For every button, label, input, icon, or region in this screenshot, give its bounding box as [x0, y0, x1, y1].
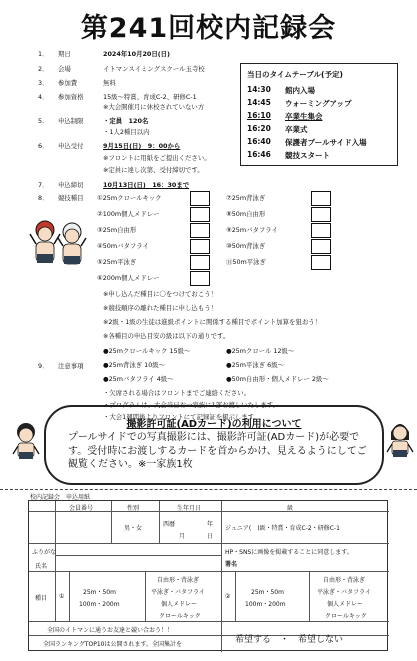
item-label: 申込制限	[58, 117, 84, 125]
gender-options[interactable]: 男・女	[124, 525, 143, 532]
timetable-time: 14:45	[247, 98, 271, 107]
item-value-date: 2024年10月20日(日)	[103, 50, 170, 58]
notice-title: 撮影許可証(ADカード)の利用について	[126, 419, 302, 430]
boy-illustration	[10, 420, 42, 466]
item-value-venue: イトマンスイミングスクール玉寺校	[103, 65, 205, 73]
day-label: 日	[207, 533, 214, 540]
birth-era-label: 西暦	[163, 521, 176, 528]
name-label: 氏名	[35, 563, 48, 570]
caution-item: ・プログラムは、大会当日お一家族に1部お渡しいたします。	[103, 401, 280, 409]
timetable-event: 館内入場	[285, 86, 315, 95]
item-label: 参加費	[58, 79, 78, 87]
event-label: 種目	[35, 595, 48, 602]
ad-card-notice	[44, 405, 384, 485]
event-note: ※競技順序の離れた種目に申し込もう！	[103, 304, 217, 312]
stroke-option[interactable]: 個人メドレー	[327, 601, 364, 608]
item-label: 申込締切	[58, 181, 84, 189]
event-item: ③25m自由形	[97, 226, 137, 234]
application-form	[28, 500, 388, 651]
hp-consent: HP・SNSに画像を掲載することに同意します。	[225, 549, 353, 556]
timetable-event: 卒業式	[285, 125, 308, 134]
event-checkbox[interactable]	[311, 223, 331, 238]
furigana-field[interactable]	[57, 545, 219, 554]
stroke-option[interactable]: 自由形・背泳ぎ	[323, 577, 366, 584]
event-checkbox[interactable]	[311, 255, 331, 270]
stroke-option[interactable]: 自由形・背泳ぎ	[157, 577, 200, 584]
gender-label: 性別	[127, 505, 140, 512]
item-label: 競技種目	[58, 194, 84, 202]
item-label: 会場	[58, 65, 71, 73]
timetable-time: 16:10	[247, 111, 271, 120]
event-item: ⑦25m背泳ぎ	[226, 194, 266, 202]
item-num: 5．	[38, 117, 49, 125]
cut-line	[0, 489, 417, 490]
event-item: ⑪50m平泳ぎ	[226, 258, 266, 266]
event-checkbox[interactable]	[190, 239, 210, 254]
guide-item: ●25m背泳ぎ 10級～	[103, 361, 166, 369]
swimmer-kids-illustration	[28, 216, 90, 274]
timetable-time: 16:40	[247, 137, 271, 146]
page-title: 第241回校内記録会	[80, 13, 337, 44]
timetable-time: 16:46	[247, 150, 271, 159]
event-item: ①25mクロールキック	[97, 194, 162, 202]
item-num: 4．	[38, 93, 49, 101]
member-no-label: 会員番号	[69, 505, 94, 512]
event-item: ②100m個人メドレー	[97, 210, 160, 218]
timetable-event: 卒業生集会	[285, 112, 323, 121]
event-checkbox[interactable]	[311, 207, 331, 222]
level-options[interactable]: ジュニア( )級・特賞・育成C-2・研修C-1	[225, 525, 340, 532]
event-note: ※2級・1級の生徒は進級ポイントに関係する種目でポイント加算を狙おう！	[103, 318, 321, 326]
event-checkbox[interactable]	[190, 223, 210, 238]
signature-label: 署名	[225, 561, 238, 568]
year-label: 年	[207, 521, 214, 528]
timetable-time: 14:30	[247, 85, 271, 94]
distance-option[interactable]: 25m・50m	[251, 589, 284, 596]
footer-note: 全国のイトマンに通うお友達と競い合おう！！	[47, 627, 174, 634]
distance-option[interactable]: 25m・50m	[83, 589, 116, 596]
item-num: 8．	[38, 194, 49, 202]
event-item: ⑧50m自由形	[226, 210, 266, 218]
stroke-option[interactable]: 個人メドレー	[161, 601, 198, 608]
item-label: 参加資格	[58, 93, 84, 101]
item-value-limit: ・定員 120名	[103, 117, 149, 125]
stroke-option[interactable]: クロールキック	[325, 613, 367, 620]
guide-item: ●25m平泳ぎ 6級～	[226, 361, 284, 369]
timetable	[240, 63, 398, 166]
event-item: ⑥200m個人メドレー	[97, 274, 160, 282]
item-value-reception: 9月15日(日) 9：00から	[103, 142, 181, 150]
reception-note: ※フロントに用紙をご提出ください。	[103, 154, 211, 162]
stroke-option[interactable]: 平泳ぎ・バタフライ	[317, 589, 371, 596]
girl-illustration	[384, 418, 416, 466]
event-checkbox[interactable]	[190, 191, 210, 206]
guide-item: ●50m自由形・個人メドレー 2級～	[226, 375, 329, 383]
notice-body: プールサイドでの写真撮影には、撮影許可証(ADカード)が必要です。受付時にお渡しするカードを首からかけ、見えるようにしてご観覧ください。※一家族1枚	[68, 432, 367, 470]
event-checkbox[interactable]	[190, 207, 210, 222]
item-value-fee: 無料	[103, 79, 116, 87]
month-label: 月	[179, 533, 186, 540]
item-label: 期日	[58, 50, 71, 58]
timetable-event: ウォーミングアップ	[285, 99, 352, 108]
limit-note: ・1人2種目以内	[103, 128, 150, 136]
item-num: 7．	[38, 181, 49, 189]
event-item: ⑨25mバタフライ	[226, 226, 278, 234]
item-num: 1．	[38, 50, 49, 58]
item-label: 申込受付	[58, 142, 84, 150]
level-label: 級	[287, 505, 294, 512]
event-note: ※申し込んだ種目に〇をつけておこう！	[103, 290, 217, 298]
qualification-note: ※大会開催月に休校されていない方	[103, 103, 205, 111]
distance-option[interactable]: 100m・200m	[79, 601, 120, 608]
event-checkbox[interactable]	[311, 239, 331, 254]
item-num: 3．	[38, 79, 49, 87]
guide-item: ●25mバタフライ 4級～	[103, 375, 174, 383]
name-field[interactable]	[57, 557, 219, 569]
caution-item: ・大会1週間後よりフロントにて記録証を掲示します。	[103, 413, 260, 421]
guide-item: ●25mクロール 12級～	[226, 347, 295, 355]
event-checkbox[interactable]	[190, 255, 210, 270]
event-checkbox[interactable]	[190, 271, 210, 286]
item-value-deadline: 10月13日(日) 16：30まで	[103, 181, 190, 189]
stroke-option[interactable]: クロールキック	[159, 613, 201, 620]
item-value-qualification: 15級～特賞、育成C-2、研修C-1	[103, 93, 197, 101]
form-heading: 校内記録会 申込用紙	[30, 494, 91, 501]
choice-1-label: ①	[59, 593, 65, 600]
item-label: 注意事項	[58, 362, 84, 370]
item-num: 6．	[38, 142, 49, 150]
timetable-time: 16:20	[247, 124, 271, 133]
event-item: ④50mバタフライ	[97, 242, 149, 250]
event-item: ⑤25m平泳ぎ	[97, 258, 137, 266]
timetable-event: 競技スタート	[285, 151, 330, 160]
reception-note: ※定員に達し次第、受付締切です。	[103, 166, 204, 174]
footer-note: 全国ランキングTOP10は公開されます。全国集計を	[43, 641, 182, 648]
furigana-label: ふりがな	[32, 549, 57, 556]
event-checkbox[interactable]	[311, 191, 331, 206]
guide-item: ●25mクロールキック 15級～	[103, 347, 191, 355]
timetable-event: 保護者プールサイド入場	[285, 138, 367, 147]
member-no-field[interactable]	[57, 513, 109, 541]
birth-label: 生年月日	[177, 505, 202, 512]
ranking-consent-options[interactable]: 希望する ・ 希望しない	[235, 635, 344, 645]
distance-option[interactable]: 100m・200m	[245, 601, 286, 608]
item-num: 2．	[38, 65, 49, 73]
item-num: 9．	[38, 362, 49, 370]
stroke-option[interactable]: 平泳ぎ・バタフライ	[151, 589, 205, 596]
event-item: ⑩50m背泳ぎ	[226, 242, 266, 250]
caution-item: ・欠席される場合はフロントまでご連絡ください。	[103, 389, 250, 397]
choice-2-label: ②	[225, 593, 231, 600]
event-note: ※各種目の申込目安の級は以下の通りです。	[103, 332, 230, 340]
timetable-title: 当日のタイムテーブル(予定)	[247, 70, 343, 79]
